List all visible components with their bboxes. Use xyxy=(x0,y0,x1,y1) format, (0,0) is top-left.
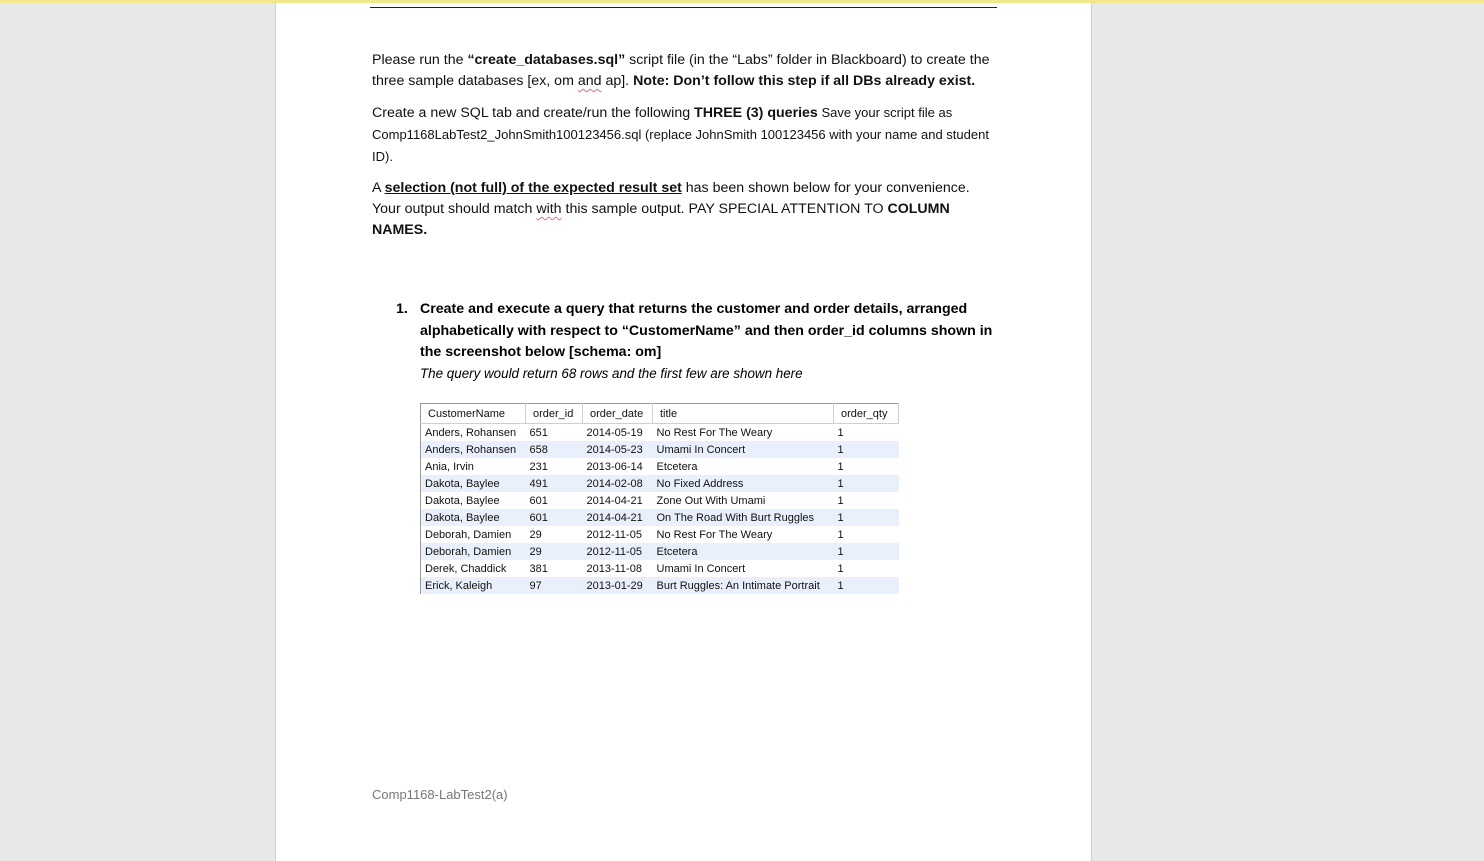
text-run: A xyxy=(372,180,385,196)
column-header: CustomerName xyxy=(421,404,526,424)
table-cell: 231 xyxy=(529,460,548,473)
table-row xyxy=(421,560,899,577)
table-cell: Deborah, Damien xyxy=(425,528,512,541)
spellcheck-flagged-word: and xyxy=(577,73,602,89)
emphasis-text: COLUMN NAMES. xyxy=(372,201,950,238)
table-cell: 381 xyxy=(529,562,548,575)
table-cell: Deborah, Damien xyxy=(421,543,526,560)
query-count: THREE (3) queries xyxy=(694,105,818,121)
text-run: Create a new SQL tab and create/run the following xyxy=(372,105,695,121)
header-rule xyxy=(370,7,997,8)
table-row xyxy=(421,424,899,442)
table-cell: 651 xyxy=(529,426,548,439)
question-note: The query would return 68 rows and the first few are shown here xyxy=(420,366,803,381)
result-set-table xyxy=(420,403,899,594)
table-row xyxy=(421,526,899,543)
table-cell: Etcetera xyxy=(653,543,834,560)
instructions-paragraph-3 xyxy=(372,178,992,241)
table-cell: 2012-11-05 xyxy=(583,543,653,560)
column-header: order_qty xyxy=(834,404,899,424)
table-cell: 1 xyxy=(834,441,899,458)
table-row xyxy=(421,509,899,526)
table-cell: Anders, Rohansen xyxy=(421,441,526,458)
table-cell: 1 xyxy=(837,460,844,473)
table-cell: 2014-04-21 xyxy=(586,494,643,507)
table-cell: Burt Ruggles: An Intimate Portrait xyxy=(653,577,834,594)
table-cell: 1 xyxy=(834,543,899,560)
table-cell: No Rest For The Weary xyxy=(656,528,773,541)
table-cell: 2014-04-21 xyxy=(583,509,653,526)
table-cell: On The Road With Burt Ruggles xyxy=(653,509,834,526)
table-cell: Erick, Kaleigh xyxy=(421,577,526,594)
table-cell: 1 xyxy=(837,562,844,575)
instructions-paragraph-2 xyxy=(372,102,992,168)
table-row xyxy=(421,458,899,475)
table-row xyxy=(421,475,899,492)
document-page xyxy=(275,3,1092,861)
table-row xyxy=(421,577,899,594)
instructions-paragraph-1 xyxy=(372,50,992,92)
table-cell: 97 xyxy=(526,577,583,594)
table-cell: 601 xyxy=(526,509,583,526)
table-cell: No Fixed Address xyxy=(653,475,834,492)
table-cell: Dakota, Baylee xyxy=(421,475,526,492)
page-footer: Comp1168-LabTest2(a) xyxy=(372,787,508,802)
table-cell: 2013-01-29 xyxy=(583,577,653,594)
table-cell: 1 xyxy=(837,528,844,541)
text-run: Please run the xyxy=(372,52,468,68)
column-header: order_id xyxy=(526,404,583,424)
text-run: this sample output. PAY SPECIAL ATTENTION TO xyxy=(561,201,888,217)
table-cell: 2012-11-05 xyxy=(586,528,642,541)
column-header: order_date xyxy=(583,404,653,424)
table-cell: 601 xyxy=(529,494,548,507)
text-run: ap]. xyxy=(601,73,634,89)
column-header: title xyxy=(653,404,834,424)
table-row xyxy=(421,543,899,560)
emphasis-text: selection (not full) of the expected result set xyxy=(384,180,682,196)
table-cell: 2014-05-23 xyxy=(583,441,653,458)
question-text: Create and execute a query that returns the customer and order details, arranged alphabetically with respect to “CustomerName” and then order_id columns shown in the screenshot below [schema: om] xyxy=(420,301,993,360)
table-cell: 1 xyxy=(834,509,899,526)
table-cell: 1 xyxy=(834,475,899,492)
note-text: Note: Don’t follow this step if all DBs already exist. xyxy=(633,73,976,89)
text-run: has been shown below for your convenience. Your output should match xyxy=(372,180,970,217)
table-cell: 29 xyxy=(529,528,542,541)
question-number: 1. xyxy=(396,301,408,317)
table-cell: 2013-06-14 xyxy=(586,460,643,473)
table-cell: 658 xyxy=(526,441,583,458)
table-cell: Ania, Irvin xyxy=(425,460,474,473)
table-cell: 1 xyxy=(837,426,844,439)
table-cell: 2014-05-19 xyxy=(586,426,643,439)
spellcheck-flagged-word: with xyxy=(536,201,562,217)
table-cell: Umami In Concert xyxy=(653,441,834,458)
table-row xyxy=(421,492,899,509)
table-cell: Etcetera xyxy=(656,460,698,473)
table-row xyxy=(421,441,899,458)
document-body xyxy=(372,50,992,251)
table-cell: Dakota, Baylee xyxy=(421,509,526,526)
table-cell: 2014-02-08 xyxy=(583,475,653,492)
table-cell: Derek, Chaddick xyxy=(425,562,507,575)
table-header-row xyxy=(421,404,899,424)
table-cell: Dakota, Baylee xyxy=(425,494,500,507)
table-cell: 29 xyxy=(526,543,583,560)
table-cell: Anders, Rohansen xyxy=(425,426,517,439)
table-cell: 1 xyxy=(837,494,844,507)
table-cell: Umami In Concert xyxy=(656,562,746,575)
table-cell: No Rest For The Weary xyxy=(656,426,773,439)
table-cell: 1 xyxy=(834,577,899,594)
text-run: script file (in the “Labs” folder in Blackboard) to create the three sample databases [ex, om xyxy=(372,52,990,89)
text-run: Save your script file as Comp1168LabTest2_JohnSmith100123456.sql (replace JohnSmith 100123456 with your name and student ID). xyxy=(372,105,989,164)
script-filename: “create_databases.sql” xyxy=(467,52,626,68)
table-cell: 2013-11-08 xyxy=(586,562,642,575)
table-cell: Zone Out With Umami xyxy=(656,494,766,507)
table-cell: 491 xyxy=(526,475,583,492)
